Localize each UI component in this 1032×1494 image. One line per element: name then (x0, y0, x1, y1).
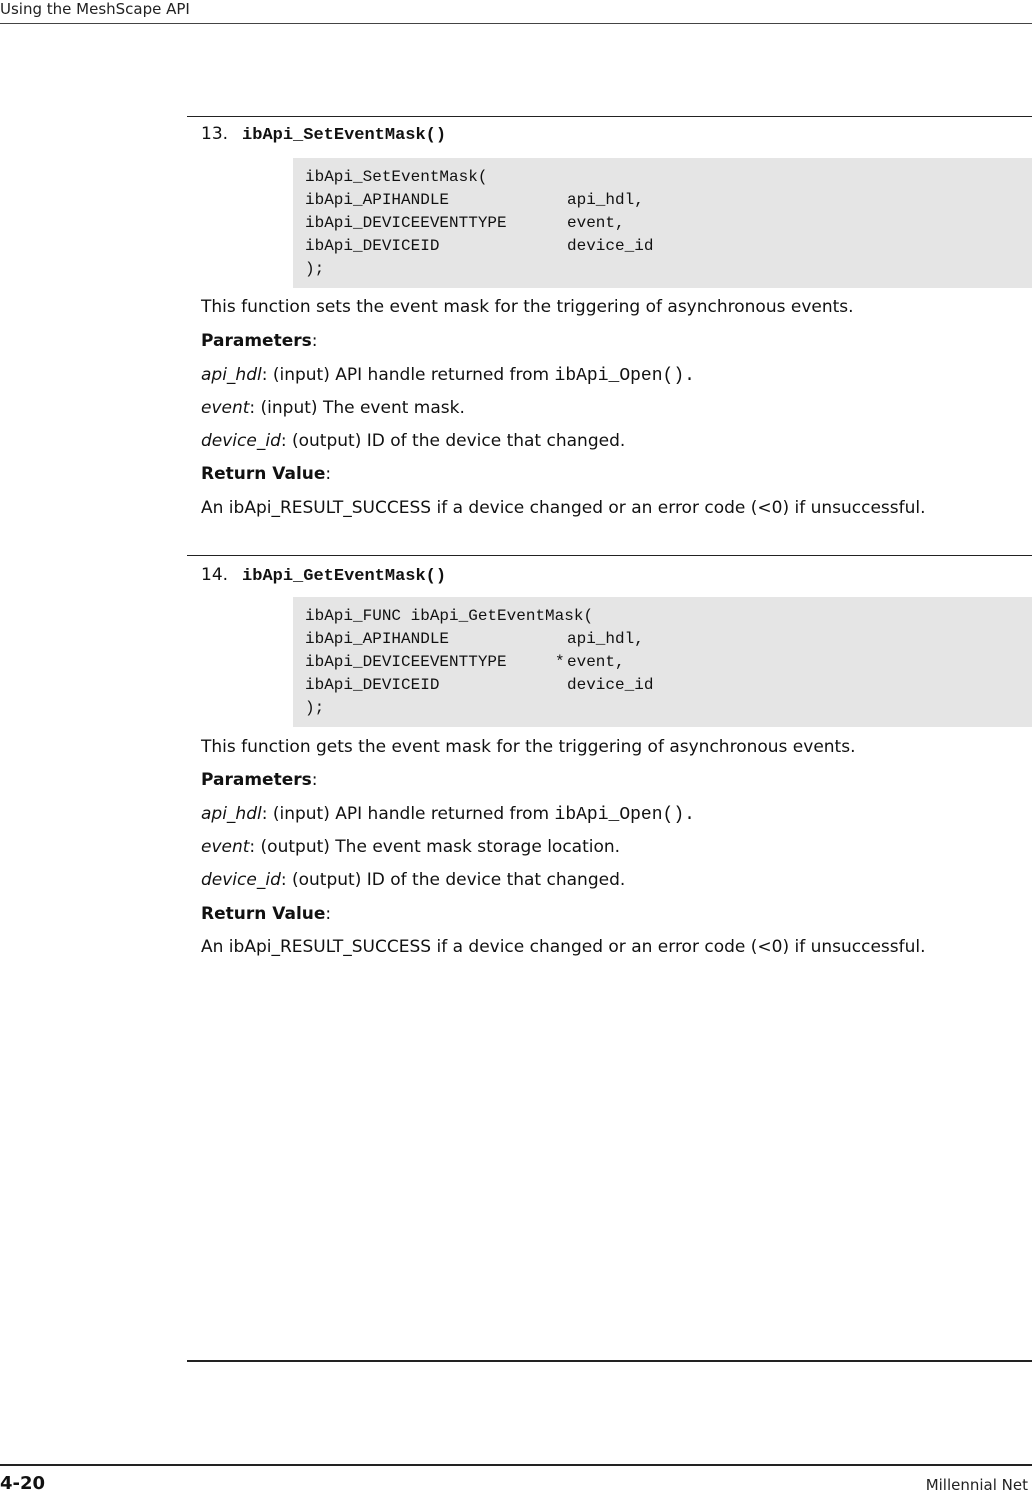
code-line (305, 605, 593, 628)
param-name: api_hdl (201, 365, 262, 385)
code-line (305, 189, 644, 212)
code-close: ); (305, 699, 325, 717)
param-description (201, 835, 620, 859)
param-name: event, (567, 214, 625, 232)
function-description: This function sets the event mask for the triggering of asynchronous events. (201, 297, 854, 317)
section-divider (187, 116, 1032, 117)
footer-company: Millennial Net (925, 1476, 1028, 1494)
section-number: 14. (201, 565, 229, 585)
parameters-label: Parameters (201, 331, 312, 351)
param-name: api_hdl, (567, 630, 644, 648)
code-line (305, 235, 654, 258)
param-name: device_id (201, 870, 281, 890)
code-signature: ibApi_FUNC ibApi_GetEventMask( (305, 607, 594, 625)
return-description: An ibApi_RESULT_SUCCESS if a device changed or an error code (<0) if unsuccessful. (201, 498, 926, 518)
code-line (305, 212, 625, 235)
param-type: ibApi_DEVICEEVENTTYPE (305, 653, 507, 671)
code-line (305, 166, 487, 189)
param-text: : (input) API handle returned from (261, 365, 555, 385)
return-label: Return Value (201, 464, 326, 484)
param-text: : (output) ID of the device that changed. (280, 870, 626, 890)
param-type: ibApi_DEVICEID (305, 237, 440, 255)
code-line (305, 651, 625, 674)
function-name: ibApi_SetEventMask() (242, 126, 447, 145)
section-title (201, 564, 446, 586)
param-name: api_hdl, (567, 191, 644, 209)
page-number: 4-20 (0, 1473, 46, 1494)
code-signature: ibApi_SetEventMask( (305, 168, 488, 186)
code-line (305, 697, 324, 720)
param-name: device_id (201, 431, 281, 451)
param-text: : (input) API handle returned from (261, 804, 555, 824)
param-description (201, 802, 695, 827)
code-line (305, 674, 654, 697)
code-block (293, 597, 1032, 727)
param-code: ibApi_Open(). (554, 366, 695, 386)
content-end-divider (187, 1360, 1032, 1362)
code-block (293, 158, 1032, 288)
param-type: ibApi_DEVICEEVENTTYPE (305, 214, 507, 232)
footer-divider (0, 1464, 1032, 1466)
code-line (305, 628, 644, 651)
param-pointer: * (555, 653, 565, 671)
return-description: An ibApi_RESULT_SUCCESS if a device changed or an error code (<0) if unsuccessful. (201, 937, 926, 957)
parameters-heading: Parameters: (201, 770, 318, 790)
header-divider (0, 23, 1032, 24)
param-description (201, 868, 625, 892)
section-divider (187, 555, 1032, 556)
param-description (201, 396, 465, 420)
function-description: This function gets the event mask for the triggering of asynchronous events. (201, 737, 856, 757)
running-header: Using the MeshScape API (0, 0, 190, 18)
code-line (305, 258, 324, 281)
param-name: device_id (567, 237, 654, 255)
return-label: Return Value (201, 904, 326, 924)
code-close: ); (305, 260, 325, 278)
param-name: device_id (567, 676, 654, 694)
param-code: ibApi_Open(). (554, 805, 695, 825)
parameters-heading: Parameters: (201, 331, 318, 351)
section-title (201, 123, 446, 145)
param-text: : (input) The event mask. (249, 398, 465, 418)
param-text: : (output) ID of the device that changed. (280, 431, 626, 451)
return-heading: Return Value: (201, 464, 332, 484)
param-text: : (output) The event mask storage location. (249, 837, 621, 857)
section-number: 13. (201, 124, 229, 144)
param-type: ibApi_DEVICEID (305, 676, 440, 694)
param-description (201, 363, 695, 388)
return-heading: Return Value: (201, 904, 332, 924)
param-name: api_hdl (201, 804, 262, 824)
param-description (201, 429, 625, 453)
param-type: ibApi_APIHANDLE (305, 191, 450, 209)
param-name: event, (567, 653, 625, 671)
parameters-label: Parameters (201, 770, 312, 790)
param-type: ibApi_APIHANDLE (305, 630, 450, 648)
param-name: event (201, 398, 250, 418)
function-name: ibApi_GetEventMask() (242, 567, 447, 586)
param-name: event (201, 837, 250, 857)
